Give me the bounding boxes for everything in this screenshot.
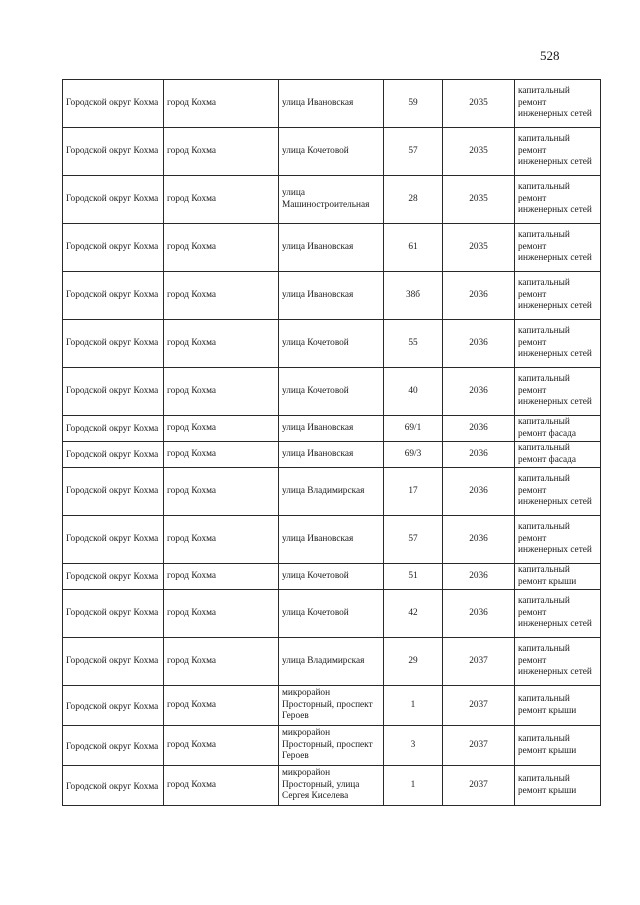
cell-year: 2037 bbox=[443, 686, 515, 726]
cell-year: 2036 bbox=[443, 368, 515, 416]
cell-settlement: город Кохма bbox=[164, 442, 279, 468]
table-row bbox=[63, 564, 601, 590]
registry-table bbox=[62, 79, 601, 806]
cell-street: микрорайон Просторный, улица Сергея Киселева bbox=[279, 766, 384, 806]
cell-work: капитальный ремонт инженерных сетей bbox=[515, 320, 601, 368]
cell-district: Городской округ Кохма bbox=[63, 564, 164, 590]
cell-district: Городской округ Кохма bbox=[63, 516, 164, 564]
cell-work: капитальный ремонт инженерных сетей bbox=[515, 272, 601, 320]
cell-street: улица Ивановская bbox=[279, 224, 384, 272]
cell-year: 2036 bbox=[443, 320, 515, 368]
cell-year: 2035 bbox=[443, 224, 515, 272]
cell-year: 2035 bbox=[443, 80, 515, 128]
cell-street: улица Владимирская bbox=[279, 468, 384, 516]
table-row bbox=[63, 442, 601, 468]
cell-work: капитальный ремонт инженерных сетей bbox=[515, 224, 601, 272]
cell-district: Городской округ Кохма bbox=[63, 80, 164, 128]
cell-settlement: город Кохма bbox=[164, 176, 279, 224]
cell-house: 28 bbox=[384, 176, 443, 224]
cell-street: улица Машиностроительная bbox=[279, 176, 384, 224]
cell-street: улица Ивановская bbox=[279, 80, 384, 128]
cell-settlement: город Кохма bbox=[164, 638, 279, 686]
cell-district: Городской округ Кохма bbox=[63, 468, 164, 516]
table-row bbox=[63, 638, 601, 686]
cell-year: 2035 bbox=[443, 128, 515, 176]
cell-district: Городской округ Кохма bbox=[63, 224, 164, 272]
table-row bbox=[63, 516, 601, 564]
cell-settlement: город Кохма bbox=[164, 564, 279, 590]
cell-district: Городской округ Кохма bbox=[63, 686, 164, 726]
table-row bbox=[63, 320, 601, 368]
cell-year: 2037 bbox=[443, 726, 515, 766]
cell-year: 2037 bbox=[443, 766, 515, 806]
cell-district: Городской округ Кохма bbox=[63, 442, 164, 468]
cell-settlement: город Кохма bbox=[164, 766, 279, 806]
cell-work: капитальный ремонт крыши bbox=[515, 686, 601, 726]
cell-work: капитальный ремонт инженерных сетей bbox=[515, 176, 601, 224]
table-row bbox=[63, 686, 601, 726]
cell-district: Городской округ Кохма bbox=[63, 638, 164, 686]
cell-district: Городской округ Кохма bbox=[63, 766, 164, 806]
cell-work: капитальный ремонт фасада bbox=[515, 416, 601, 442]
cell-year: 2037 bbox=[443, 638, 515, 686]
cell-street: улица Кочетовой bbox=[279, 590, 384, 638]
cell-settlement: город Кохма bbox=[164, 128, 279, 176]
cell-house: 57 bbox=[384, 128, 443, 176]
cell-work: капитальный ремонт инженерных сетей bbox=[515, 80, 601, 128]
cell-house: 1 bbox=[384, 766, 443, 806]
cell-year: 2036 bbox=[443, 442, 515, 468]
table-row bbox=[63, 590, 601, 638]
cell-house: 51 bbox=[384, 564, 443, 590]
table-row bbox=[63, 368, 601, 416]
cell-settlement: город Кохма bbox=[164, 590, 279, 638]
cell-work: капитальный ремонт крыши bbox=[515, 726, 601, 766]
cell-settlement: город Кохма bbox=[164, 368, 279, 416]
cell-house: 55 bbox=[384, 320, 443, 368]
cell-house: 29 bbox=[384, 638, 443, 686]
cell-house: 61 bbox=[384, 224, 443, 272]
cell-district: Городской округ Кохма bbox=[63, 368, 164, 416]
table-row bbox=[63, 128, 601, 176]
cell-house: 3 bbox=[384, 726, 443, 766]
cell-year: 2036 bbox=[443, 516, 515, 564]
cell-work: капитальный ремонт инженерных сетей bbox=[515, 368, 601, 416]
cell-year: 2036 bbox=[443, 590, 515, 638]
cell-house: 42 bbox=[384, 590, 443, 638]
cell-year: 2036 bbox=[443, 564, 515, 590]
cell-year: 2036 bbox=[443, 468, 515, 516]
cell-house: 38б bbox=[384, 272, 443, 320]
cell-street: микрорайон Просторный, проспект Героев bbox=[279, 686, 384, 726]
cell-street: улица Ивановская bbox=[279, 272, 384, 320]
cell-work: капитальный ремонт инженерных сетей bbox=[515, 516, 601, 564]
cell-work: капитальный ремонт крыши bbox=[515, 564, 601, 590]
table-row bbox=[63, 176, 601, 224]
cell-street: улица Ивановская bbox=[279, 416, 384, 442]
cell-district: Городской округ Кохма bbox=[63, 272, 164, 320]
cell-house: 69/3 bbox=[384, 442, 443, 468]
table-row bbox=[63, 416, 601, 442]
cell-street: улица Кочетовой bbox=[279, 564, 384, 590]
cell-settlement: город Кохма bbox=[164, 320, 279, 368]
table-row bbox=[63, 766, 601, 806]
table-row bbox=[63, 224, 601, 272]
cell-settlement: город Кохма bbox=[164, 416, 279, 442]
cell-settlement: город Кохма bbox=[164, 224, 279, 272]
cell-street: улица Ивановская bbox=[279, 516, 384, 564]
cell-street: улица Кочетовой bbox=[279, 368, 384, 416]
cell-street: улица Ивановская bbox=[279, 442, 384, 468]
cell-work: капитальный ремонт крыши bbox=[515, 766, 601, 806]
cell-year: 2035 bbox=[443, 176, 515, 224]
cell-work: капитальный ремонт инженерных сетей bbox=[515, 468, 601, 516]
cell-work: капитальный ремонт инженерных сетей bbox=[515, 590, 601, 638]
cell-house: 40 bbox=[384, 368, 443, 416]
table-row bbox=[63, 468, 601, 516]
cell-district: Городской округ Кохма bbox=[63, 320, 164, 368]
cell-settlement: город Кохма bbox=[164, 272, 279, 320]
cell-house: 59 bbox=[384, 80, 443, 128]
cell-settlement: город Кохма bbox=[164, 468, 279, 516]
cell-settlement: город Кохма bbox=[164, 686, 279, 726]
cell-work: капитальный ремонт фасада bbox=[515, 442, 601, 468]
cell-district: Городской округ Кохма bbox=[63, 176, 164, 224]
table-row bbox=[63, 80, 601, 128]
cell-street: улица Кочетовой bbox=[279, 128, 384, 176]
cell-settlement: город Кохма bbox=[164, 726, 279, 766]
page-number: 528 bbox=[540, 48, 560, 63]
cell-district: Городской округ Кохма bbox=[63, 416, 164, 442]
cell-work: капитальный ремонт инженерных сетей bbox=[515, 128, 601, 176]
cell-house: 57 bbox=[384, 516, 443, 564]
cell-district: Городской округ Кохма bbox=[63, 726, 164, 766]
cell-year: 2036 bbox=[443, 272, 515, 320]
table-row bbox=[63, 272, 601, 320]
cell-street: улица Владимирская bbox=[279, 638, 384, 686]
cell-district: Городской округ Кохма bbox=[63, 590, 164, 638]
cell-year: 2036 bbox=[443, 416, 515, 442]
cell-street: улица Кочетовой bbox=[279, 320, 384, 368]
cell-house: 69/1 bbox=[384, 416, 443, 442]
cell-house: 1 bbox=[384, 686, 443, 726]
cell-house: 17 bbox=[384, 468, 443, 516]
cell-district: Городской округ Кохма bbox=[63, 128, 164, 176]
table-row bbox=[63, 726, 601, 766]
cell-settlement: город Кохма bbox=[164, 516, 279, 564]
cell-work: капитальный ремонт инженерных сетей bbox=[515, 638, 601, 686]
cell-street: микрорайон Просторный, проспект Героев bbox=[279, 726, 384, 766]
cell-settlement: город Кохма bbox=[164, 80, 279, 128]
